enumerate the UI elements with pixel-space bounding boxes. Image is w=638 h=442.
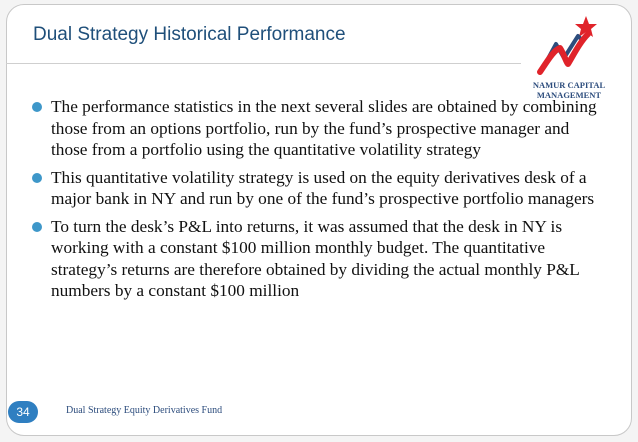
logo-figure-icon <box>534 14 604 78</box>
bullet-icon <box>32 173 42 183</box>
title-divider <box>6 63 521 64</box>
bullet-text: The performance statistics in the next several slides are obtained by combining those from an options portfolio, run by the fund’s prospective manager and those from a portfolio using the quantitative volatility strategy <box>51 97 597 159</box>
bullet-text: This quantitative volatility strategy is used on the equity derivatives desk of a major bank in NY and run by one of the fund’s prospective portfolio managers <box>51 167 595 208</box>
bullet-item <box>30 216 605 302</box>
bullet-text: To turn the desk’s P&L into returns, it was assumed that the desk in NY is working with a constant $100 million monthly budget. The quantitative strategy’s returns are therefore obtained by dividing the actual monthly P&L numbers by a constant $100 million <box>51 216 580 300</box>
page-number-badge: 34 <box>8 401 38 423</box>
bullet-list <box>30 96 605 308</box>
bullet-item <box>30 96 605 161</box>
logo-line-2: MANAGEMENT <box>536 90 602 100</box>
bullet-icon <box>32 102 42 112</box>
slide-title: Dual Strategy Historical Performance <box>33 24 346 45</box>
bullet-icon <box>32 222 42 232</box>
bullet-item <box>30 167 605 210</box>
logo-line-1: NAMUR CAPITAL <box>532 80 606 90</box>
footer-text: Dual Strategy Equity Derivatives Fund <box>66 405 223 416</box>
